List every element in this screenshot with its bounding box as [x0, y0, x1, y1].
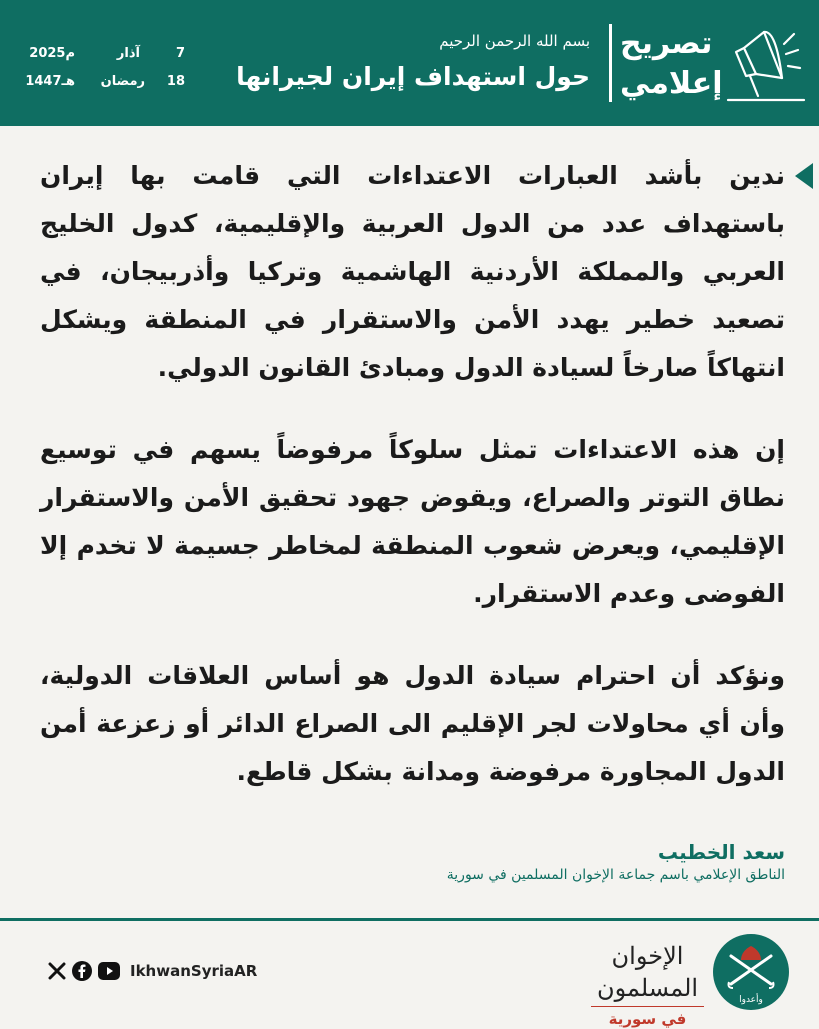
basmala: بسم الله الرحمن الرحيم: [439, 32, 590, 50]
statement-title: [620, 24, 723, 104]
megaphone-icon: [724, 18, 808, 104]
paragraph-1: ندين بأشد العبارات الاعتداءات التي قامت بها إيران باستهداف عدد من الدول العربية والإقليمية، كدول الخليج العربي والمملكة الأردنية الهاشمية وتركيا وأذربيجان، في تصعيد خطير يهدد الأمن والاستقرار في المنطقة ويشكل انتهاكاً صارخاً لسيادة الدول ومبادئ القانون الدولي.: [40, 161, 785, 382]
youtube-icon[interactable]: [98, 962, 120, 980]
statement-subject: حول استهداف إيران لجيرانها: [236, 62, 590, 91]
x-icon[interactable]: [48, 962, 66, 980]
logo-main-text: الإخوان المسلمون: [596, 942, 699, 1002]
header-divider: [609, 24, 612, 102]
logo-rule: [591, 1006, 704, 1007]
organization-logo-text: [585, 940, 710, 1029]
footer-divider: [0, 918, 819, 921]
hijri-year: 1447هـ: [25, 74, 75, 89]
title-line-2: إعلامي: [620, 66, 723, 101]
paragraph-marker: [795, 163, 813, 189]
social-handle[interactable]: IkhwanSyriaAR: [130, 962, 258, 980]
signer-title: الناطق الإعلامي باسم جماعة الإخوان المسلمين في سورية: [446, 867, 785, 883]
organization-emblem-icon: [713, 934, 789, 1010]
paragraph-2: إن هذه الاعتداءات تمثل سلوكاً مرفوضاً يسهم في توسيع نطاق التوتر والصراع، ويقوض جهود تحقيق الأمن والاستقرار الإقليمي، ويعرض شعوب المنطقة لمخاطر جسيمة لا تخدم إلا الفوضى وعدم الاستقرار.: [40, 435, 785, 608]
paragraph-3: ونؤكد أن احترام سيادة الدول هو أساس العلاقات الدولية، وأن أي محاولات لجر الإقليم الى الصراع الدائر أو زعزعة أمن الدول المجاورة مرفوضة ومدانة بشكل قاطع.: [40, 661, 785, 786]
statement-body: [40, 152, 785, 830]
gregorian-day: 7: [175, 46, 185, 61]
logo-sub-text: في سورية: [608, 1010, 687, 1028]
hijri-day: 18: [166, 74, 185, 89]
signer-name: سعد الخطيب: [657, 840, 785, 864]
hijri-month: رمضان: [100, 74, 145, 89]
gregorian-year: 2025م: [29, 46, 75, 61]
title-line-1: تصريح: [620, 26, 713, 61]
facebook-icon[interactable]: [72, 961, 92, 981]
social-links: [48, 959, 257, 983]
gregorian-month: آذار: [116, 46, 140, 61]
emblem-motto: وأعدوا: [739, 995, 763, 1005]
header-banner: [0, 0, 819, 126]
